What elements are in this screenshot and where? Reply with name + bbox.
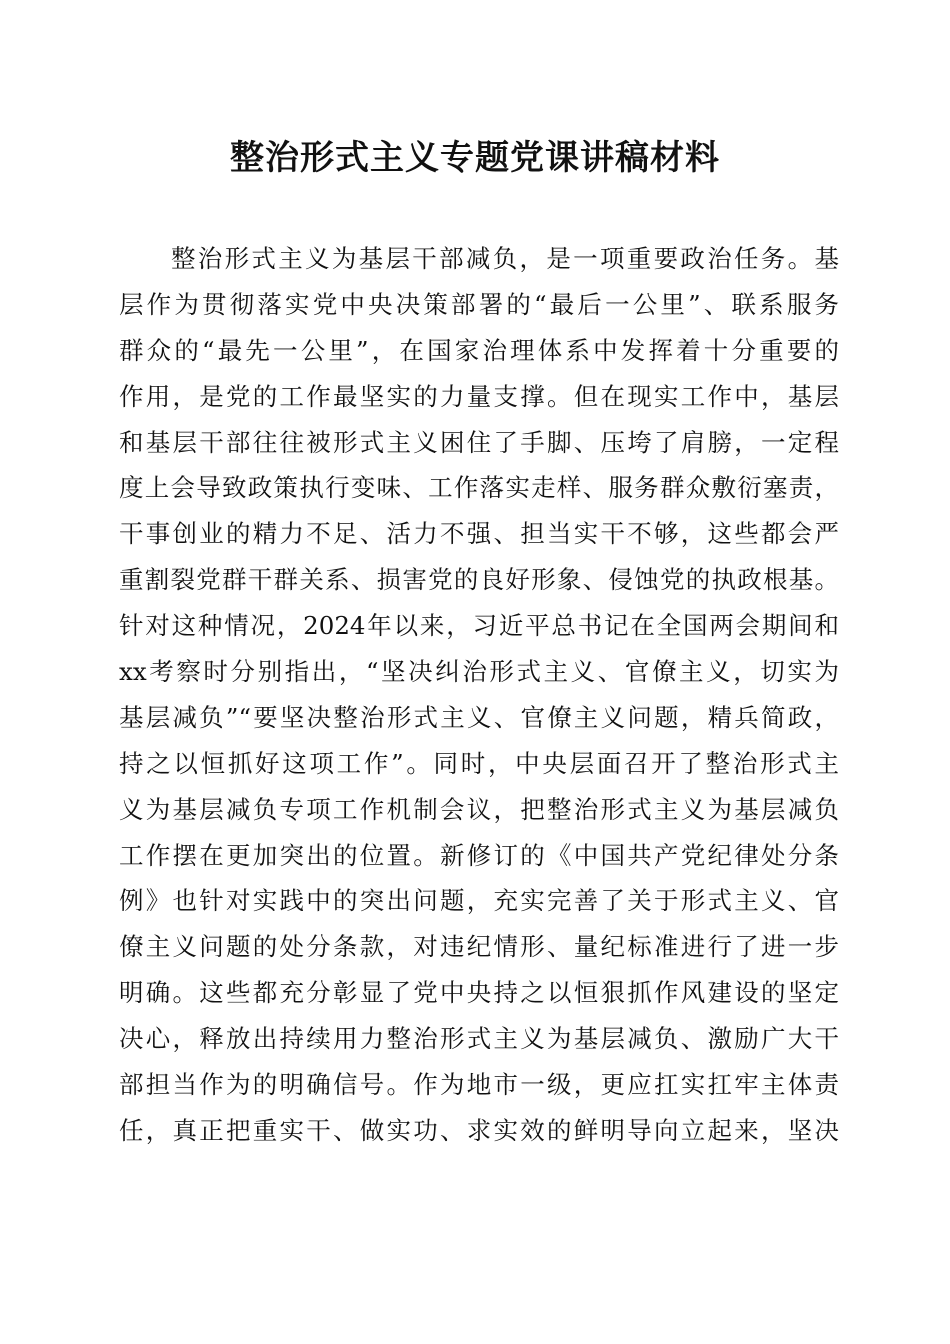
paragraph-line: 工作摆在更加突出的位置。新修订的《中国共产党纪律处分条 [119,840,839,870]
paragraph-line: 明确。这些都充分彰显了党中央持之以恒狠抓作风建设的坚定 [119,978,839,1008]
paragraph-line: 针对这种情况，2024年以来，习近平总书记在全国两会期间和 [119,611,839,641]
paragraph-line: 义为基层减负专项工作机制会议，把整治形式主义为基层减负 [119,794,839,824]
document-body [119,236,839,1154]
paragraph-line: 例》也针对实践中的突出问题，充实完善了关于形式主义、官 [119,886,839,916]
paragraph-line: 整治形式主义为基层干部减负，是一项重要政治任务。基 [171,244,839,273]
paragraph-line: 任，真正把重实干、做实功、求实效的鲜明导向立起来，坚决 [119,1115,839,1145]
paragraph-line: 群众的“最先一公里”，在国家治理体系中发挥着十分重要的 [119,335,839,365]
paragraph-line: 重割裂党群干群关系、损害党的良好形象、侵蚀党的执政根基。 [119,565,839,595]
paragraph-line: 基层减负”“要坚决整治形式主义、官僚主义问题，精兵简政， [119,702,839,732]
paragraph-line: 持之以恒抓好这项工作”。同时，中央层面召开了整治形式主 [119,748,839,778]
paragraph-line: 作用，是党的工作最坚实的力量支撑。但在现实工作中，基层 [119,381,839,411]
paragraph-line: 僚主义问题的处分条款，对违纪情形、量纪标准进行了进一步 [119,932,839,962]
paragraph-line: 和基层干部往往被形式主义困住了手脚、压垮了肩膀，一定程 [119,427,839,457]
document-title: 整治形式主义专题党课讲稿材料 [230,138,720,178]
paragraph-line: xx考察时分别指出，“坚决纠治形式主义、官僚主义，切实为 [119,657,839,687]
paragraph-line: 层作为贯彻落实党中央决策部署的“最后一公里”、联系服务 [119,289,839,319]
paragraph-line: 度上会导致政策执行变味、工作落实走样、服务群众敷衍塞责， [119,473,839,503]
paragraph-line: 决心，释放出持续用力整治形式主义为基层减负、激励广大干 [119,1024,839,1054]
paragraph-line: 干事创业的精力不足、活力不强、担当实干不够，这些都会严 [119,519,839,549]
paragraph-line: 部担当作为的明确信号。作为地市一级，更应扛实扛牢主体责 [119,1070,839,1100]
